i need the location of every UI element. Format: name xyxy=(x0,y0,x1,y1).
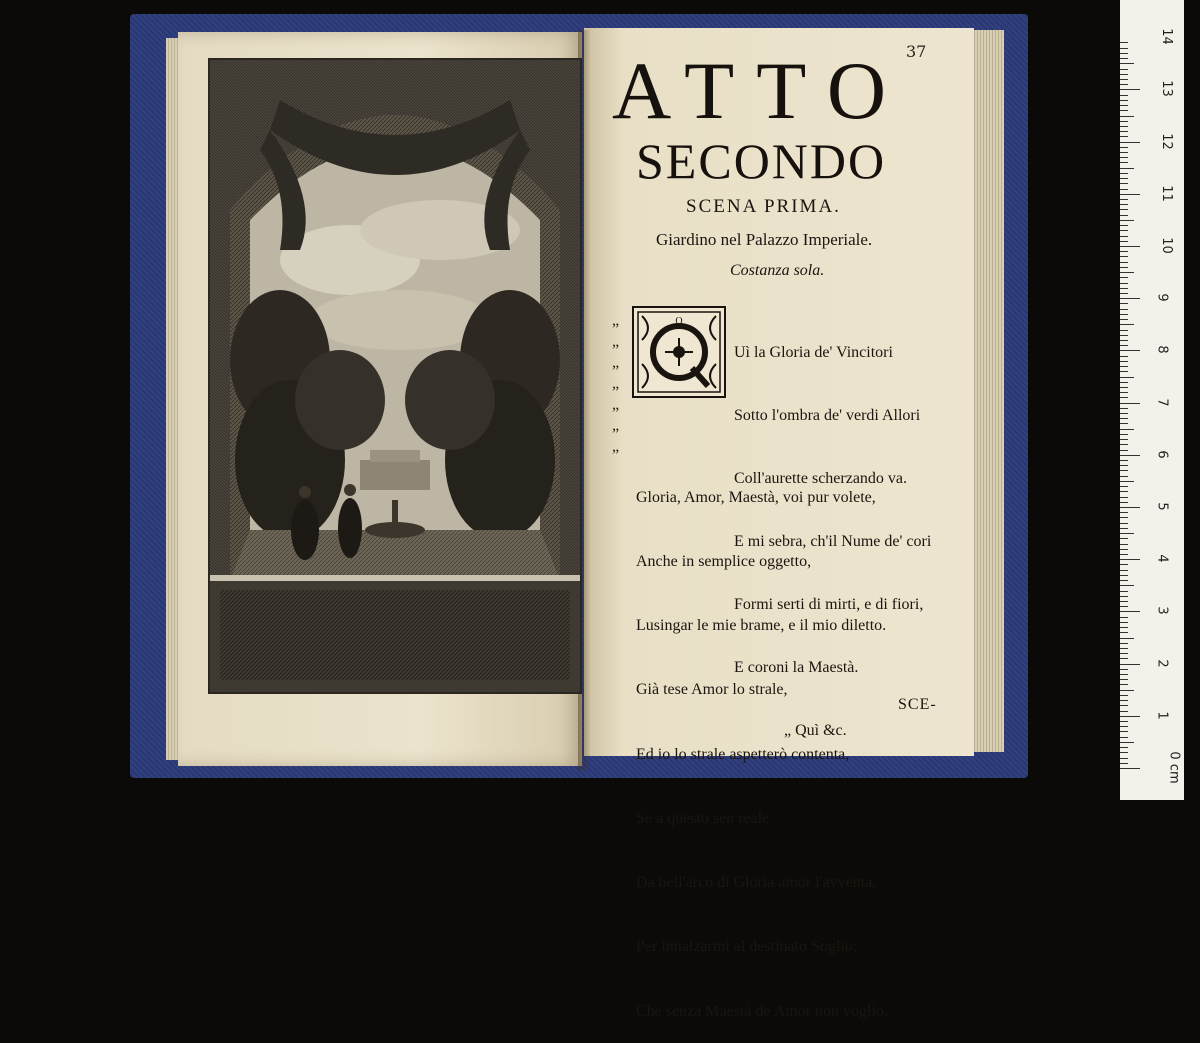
ruler-tick xyxy=(1120,549,1128,550)
ruler-tick xyxy=(1120,209,1128,210)
ruler-tick xyxy=(1120,658,1128,659)
ruler-tick xyxy=(1120,350,1140,351)
ruler-tick xyxy=(1120,585,1134,586)
ruler-number: 1 xyxy=(1154,711,1170,720)
act-title-line-1: ATTO xyxy=(612,45,909,136)
ruler-tick xyxy=(1120,298,1140,299)
ruler-tick xyxy=(1120,157,1128,158)
ruler-tick xyxy=(1120,251,1128,252)
ruler-tick xyxy=(1120,89,1140,90)
ruler-tick xyxy=(1120,366,1128,367)
ruler-tick xyxy=(1120,303,1128,304)
ruler-tick xyxy=(1120,189,1128,190)
ruler-tick xyxy=(1120,721,1128,722)
ruler-tick xyxy=(1120,763,1128,764)
ruler-tick xyxy=(1120,601,1128,602)
ruler-tick xyxy=(1120,533,1134,534)
ruler-tick xyxy=(1120,183,1128,184)
ruler-tick xyxy=(1120,121,1128,122)
ruler-tick xyxy=(1120,361,1128,362)
verse-line: Sotto l'ombra de' verdi Allori xyxy=(734,407,921,424)
ruler-tick xyxy=(1120,199,1128,200)
ruler-tick xyxy=(1120,377,1134,378)
ruler-tick xyxy=(1120,230,1128,231)
ruler-number: 9 xyxy=(1154,293,1170,302)
verse-line: Già tese Amor lo strale, xyxy=(636,681,788,699)
ruler-tick xyxy=(1120,737,1128,738)
ruler-tick xyxy=(1120,460,1128,461)
ruler-number: 14 xyxy=(1158,28,1174,45)
ruler-tick xyxy=(1120,664,1140,665)
ornamental-initial-q xyxy=(634,308,724,396)
scene-heading: SCENA PRIMA. xyxy=(686,196,841,217)
ruler-tick xyxy=(1120,617,1128,618)
ruler-number: 6 xyxy=(1154,450,1170,459)
ruler-tick xyxy=(1120,236,1128,237)
ruler-tick xyxy=(1120,507,1140,508)
ruler-tick xyxy=(1120,695,1128,696)
ruler-tick xyxy=(1120,528,1128,529)
ruler-tick xyxy=(1120,752,1128,753)
ruler-tick xyxy=(1120,283,1128,284)
ruler-tick xyxy=(1120,116,1134,117)
ruler-tick xyxy=(1120,481,1134,482)
verse-line: „ Quì &c. xyxy=(784,722,847,739)
verse-line: Se a questo sen reale xyxy=(636,809,770,827)
ruler-tick xyxy=(1120,162,1128,163)
ruler-number: 13 xyxy=(1158,80,1174,98)
ruler-tick xyxy=(1120,277,1128,278)
quote-mark: „ xyxy=(612,354,620,371)
verse-line: Lusingar le mie brame, e il mio diletto. xyxy=(636,617,887,635)
engraving-illustration xyxy=(208,58,582,694)
verse-line: Formi serti di mirti, e di fiori, xyxy=(734,596,924,613)
character-note: Costanza sola. xyxy=(730,262,825,279)
ruler-tick xyxy=(1120,42,1128,43)
ruler-tick xyxy=(1120,575,1128,576)
ruler-tick xyxy=(1120,497,1128,498)
ruler-tick xyxy=(1120,726,1128,727)
ruler-tick xyxy=(1120,423,1128,424)
ruler-tick xyxy=(1120,288,1128,289)
ruler-tick xyxy=(1120,731,1128,732)
ruler-tick xyxy=(1120,674,1128,675)
quote-mark: „ xyxy=(612,312,620,329)
ruler-tick xyxy=(1120,330,1128,331)
ruler-tick xyxy=(1120,69,1128,70)
ruler-number: 10 xyxy=(1158,237,1174,254)
ruler-tick xyxy=(1120,256,1128,257)
ruler-tick xyxy=(1120,246,1140,247)
ruler-tick xyxy=(1120,58,1128,59)
ruler-tick xyxy=(1120,747,1128,748)
ruler-tick xyxy=(1120,596,1128,597)
ruler-tick xyxy=(1120,434,1128,435)
ruler-tick xyxy=(1120,319,1128,320)
verse-stanza-2 xyxy=(636,444,888,1043)
ruler-tick xyxy=(1120,580,1128,581)
ruler-tick xyxy=(1120,491,1128,492)
ruler-tick xyxy=(1120,439,1128,440)
ruler-tick xyxy=(1120,194,1140,195)
ruler-tick xyxy=(1120,716,1140,717)
ruler-tick xyxy=(1120,204,1128,205)
verse-line: E coroni la Maestà. xyxy=(734,659,859,676)
verse-line: Da bell'arco di Gloria amor l'avventa, xyxy=(636,874,877,892)
ruler-tick xyxy=(1120,570,1128,571)
ruler-tick xyxy=(1120,413,1128,414)
quote-mark: „ xyxy=(612,333,620,350)
ruler-tick xyxy=(1120,470,1128,471)
ruler-number: 5 xyxy=(1154,502,1170,511)
decorated-initial xyxy=(632,306,726,398)
ruler-tick xyxy=(1120,429,1134,430)
ruler-number: 0 cm xyxy=(1166,751,1182,784)
ruler-tick xyxy=(1120,768,1140,769)
ruler-tick xyxy=(1120,74,1128,75)
ruler-tick xyxy=(1120,53,1128,54)
ruler-number: 7 xyxy=(1154,397,1170,407)
ruler-tick xyxy=(1120,627,1128,628)
verse-line: Uì la Gloria de' Vincitori xyxy=(734,344,893,361)
verse-line: Per innalzarmi al destinato Soglio; xyxy=(636,938,858,956)
ruler-tick xyxy=(1120,606,1128,607)
verse-line: Anche in semplice oggetto, xyxy=(636,553,812,571)
page-number: 37 xyxy=(906,42,927,61)
ruler-tick xyxy=(1120,403,1140,404)
ruler-tick xyxy=(1120,476,1128,477)
verse-line: Coll'aurette scherzando va. xyxy=(734,470,908,487)
ruler-tick xyxy=(1120,241,1128,242)
ruler-tick xyxy=(1120,147,1128,148)
ruler-tick xyxy=(1120,168,1134,169)
ruler-tick xyxy=(1120,272,1134,273)
ruler-tick xyxy=(1120,79,1128,80)
ruler-tick xyxy=(1120,455,1140,456)
quote-mark: „ xyxy=(612,438,620,455)
ruler-tick xyxy=(1120,225,1128,226)
ruler-number: 2 xyxy=(1154,658,1170,668)
ruler-tick xyxy=(1120,465,1128,466)
ruler-tick xyxy=(1120,538,1128,539)
ruler-tick xyxy=(1120,100,1128,101)
ruler-tick xyxy=(1120,502,1128,503)
ruler-tick xyxy=(1120,136,1128,137)
quotation-marks xyxy=(612,310,619,457)
measurement-ruler xyxy=(1120,0,1184,800)
ruler-tick xyxy=(1120,105,1128,106)
ruler-tick xyxy=(1120,711,1128,712)
ruler-tick xyxy=(1120,643,1128,644)
ruler-number: 4 xyxy=(1154,554,1170,563)
verse-line: Ed io lo strale aspetterò contenta, xyxy=(636,745,850,763)
ruler-tick xyxy=(1120,84,1128,85)
quote-mark: „ xyxy=(612,396,620,413)
ruler-tick xyxy=(1120,110,1128,111)
ruler-tick xyxy=(1120,173,1128,174)
ruler-number: 12 xyxy=(1158,132,1174,150)
ruler-tick xyxy=(1120,418,1128,419)
ruler-tick xyxy=(1120,152,1128,153)
ruler-tick xyxy=(1120,345,1128,346)
ruler-tick xyxy=(1120,178,1128,179)
verse-line: Gloria, Amor, Maestà, voi pur volete, xyxy=(636,488,876,506)
ruler-tick xyxy=(1120,382,1128,383)
ruler-tick xyxy=(1120,131,1128,132)
ruler-tick xyxy=(1120,444,1128,445)
ruler-number: 8 xyxy=(1154,345,1170,355)
ruler-tick xyxy=(1120,215,1128,216)
ruler-tick xyxy=(1120,387,1128,388)
ruler-tick xyxy=(1120,684,1128,685)
ruler-tick xyxy=(1120,559,1140,560)
ruler-tick xyxy=(1120,48,1128,49)
ruler-tick xyxy=(1120,293,1128,294)
ruler-tick xyxy=(1120,324,1134,325)
verse-line: E mi sebra, ch'il Nume de' cori xyxy=(734,533,932,550)
ruler-tick xyxy=(1120,611,1140,612)
ruler-tick xyxy=(1120,690,1134,691)
ruler-tick xyxy=(1120,63,1134,64)
ruler-tick xyxy=(1120,517,1128,518)
ruler-tick xyxy=(1120,648,1128,649)
ruler-tick xyxy=(1120,267,1128,268)
ruler-tick xyxy=(1120,340,1128,341)
ruler-tick xyxy=(1120,262,1128,263)
ruler-tick xyxy=(1120,544,1128,545)
ruler-tick xyxy=(1120,512,1128,513)
ruler-tick xyxy=(1120,371,1128,372)
verse-line: Che senza Maestà de Amor non voglio. xyxy=(636,1002,888,1020)
ruler-tick xyxy=(1120,679,1128,680)
ruler-number: 11 xyxy=(1158,185,1174,202)
catchword: SCE- xyxy=(898,696,937,713)
ruler-tick xyxy=(1120,335,1128,336)
ruler-tick xyxy=(1120,669,1128,670)
ruler-tick xyxy=(1120,220,1134,221)
ruler-tick xyxy=(1120,705,1128,706)
ruler-tick xyxy=(1120,758,1128,759)
ruler-tick xyxy=(1120,742,1134,743)
garden-scene-engraving xyxy=(210,60,580,692)
ruler-tick xyxy=(1120,632,1128,633)
ruler-tick xyxy=(1120,486,1128,487)
quote-mark: „ xyxy=(612,417,620,434)
ruler-tick xyxy=(1120,392,1128,393)
ruler-tick xyxy=(1120,142,1140,143)
ruler-tick xyxy=(1120,638,1134,639)
ruler-tick xyxy=(1120,309,1128,310)
quote-mark: „ xyxy=(612,375,620,392)
act-title-line-2: SECONDO xyxy=(636,133,887,189)
initial-letter: Q xyxy=(675,316,683,327)
ruler-tick xyxy=(1120,450,1128,451)
ruler-tick xyxy=(1120,653,1128,654)
ruler-tick xyxy=(1120,622,1128,623)
ruler-tick xyxy=(1120,554,1128,555)
ruler-tick xyxy=(1120,397,1128,398)
ruler-number: 3 xyxy=(1154,606,1170,616)
ruler-tick xyxy=(1120,408,1128,409)
ruler-tick xyxy=(1120,564,1128,565)
ruler-tick xyxy=(1120,95,1128,96)
scene-setting: Giardino nel Palazzo Imperiale. xyxy=(656,230,873,249)
ruler-tick xyxy=(1120,700,1128,701)
ruler-tick xyxy=(1120,356,1128,357)
ruler-tick xyxy=(1120,591,1128,592)
ruler-tick xyxy=(1120,314,1128,315)
ruler-tick xyxy=(1120,523,1128,524)
ruler-tick xyxy=(1120,126,1128,127)
